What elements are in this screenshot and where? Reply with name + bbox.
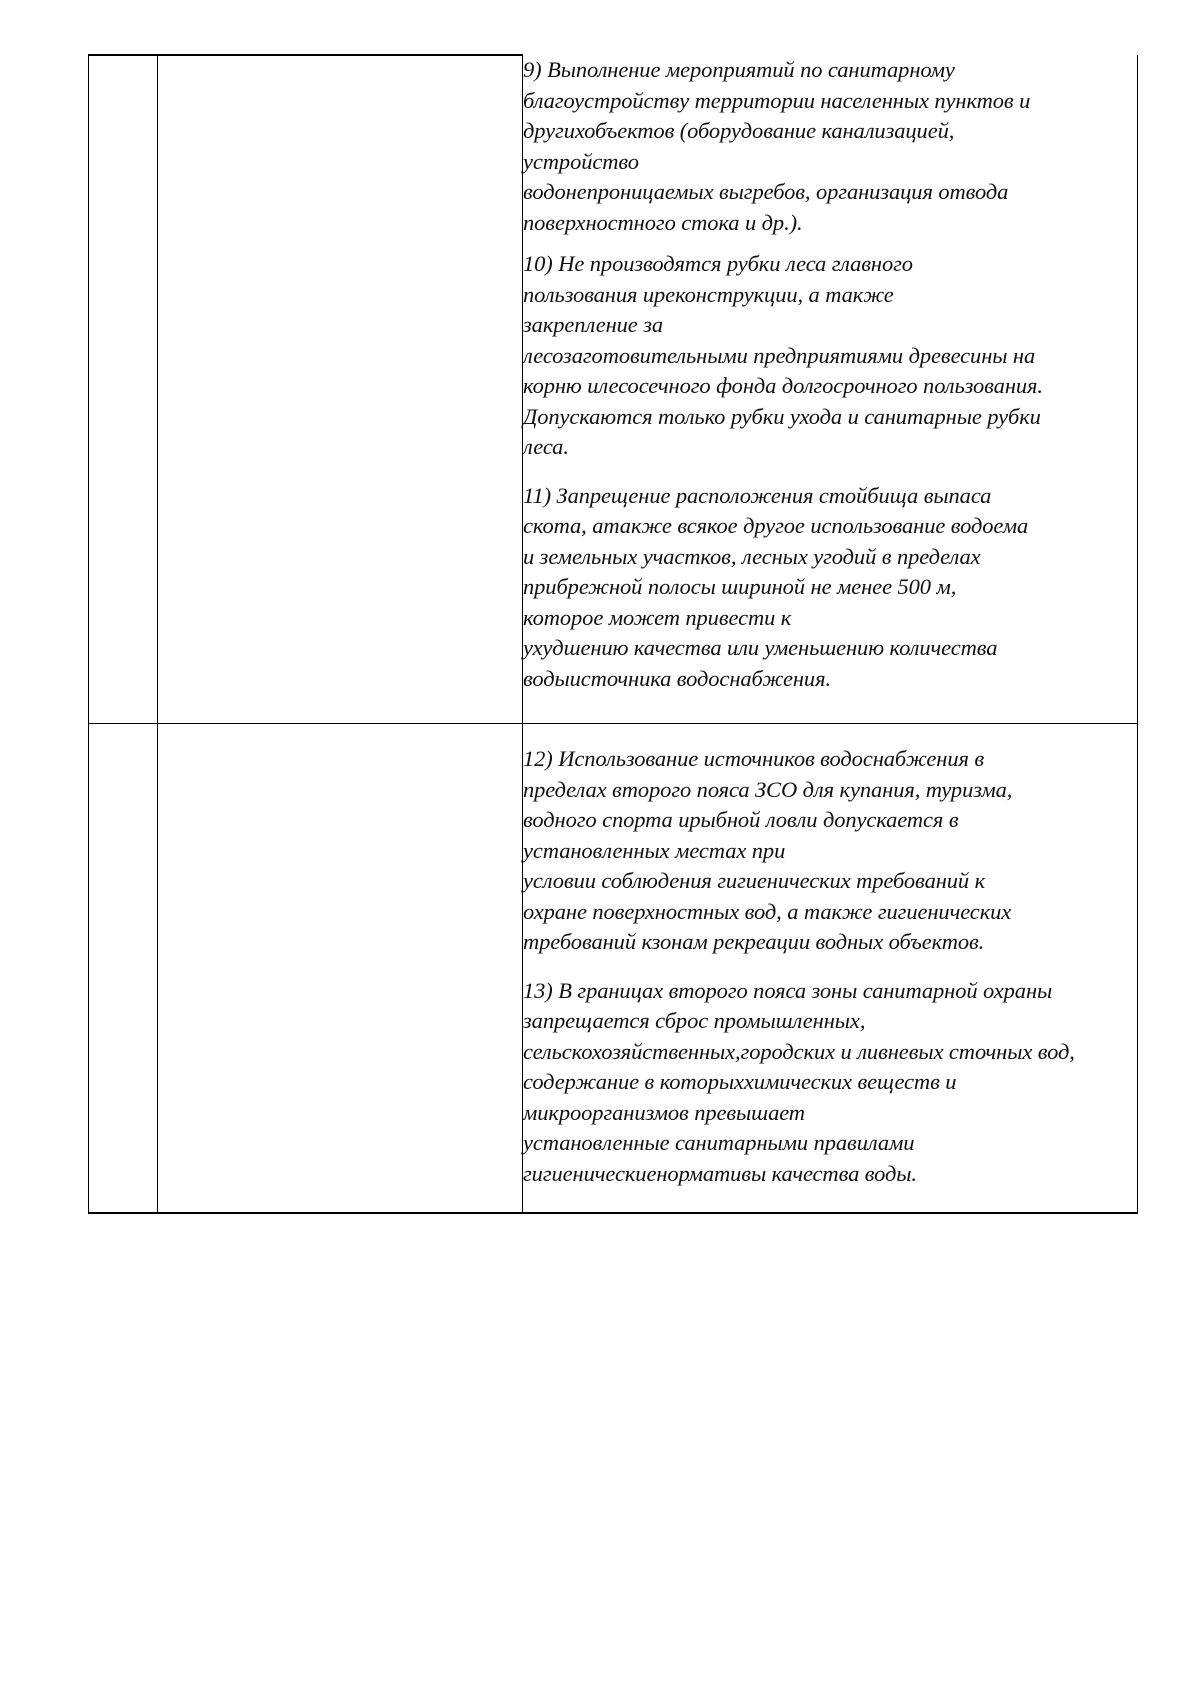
table-row	[89, 55, 1138, 724]
requirement-item-11: 11) Запрещение расположения стойбища выпаса скота, атакже всякое другое использование водоема и земельных участков, лесных угодий в пределах прибрежной полосы шириной не менее 500 м, которое может привести к ухудшению качества или уменьшению количества водыисточника водоснабжения.	[523, 482, 1029, 691]
row-number-cell	[89, 724, 158, 1214]
table-row	[89, 724, 1138, 1214]
requirement-item-12: 12) Использование источников водоснабжения в пределах второго пояса ЗСО для купания, туризма, водного спорта ирыбной ловли допускается в установленных местах при условии соблюдения гигиенических требований к охране поверхностных вод, а также гигиенических требований кзонам рекреации водных объектов.	[523, 746, 1013, 954]
requirement-item-9: 9) Выполнение мероприятий по санитарному благоустройству территории населенных пунктов и другихобъектов (оборудование канализацией, устройство водонепроницаемых выгребов, организация отвода поверхностного стока и др.).	[523, 57, 1031, 235]
zone-name-cell	[158, 724, 523, 1214]
requirements-cell	[523, 724, 1138, 1214]
requirement-item-10: 10) Не производятся рубки леса главного пользования иреконструкции, а также закрепление за лесозаготовительными предприятиями древесины на корню илесосечного фонда долгосрочного пользования. Допускаются только рубки ухода и санитарные рубки леса.	[523, 251, 1043, 459]
sanitary-zone-table	[88, 54, 1138, 1214]
requirements-cell	[523, 55, 1138, 724]
requirement-item-13: 13) В границах второго пояса зоны санитарной охраны запрещается сброс промышленных, сельскохозяйственных,городских и ливневых сточных вод, содержание в которыххимических веществ и микроорганизмов превышает установленные санитарными правилами гигиеническиенормативы качества воды.	[523, 977, 1075, 1186]
zone-name-cell	[158, 55, 523, 724]
row-number-cell	[89, 55, 158, 724]
